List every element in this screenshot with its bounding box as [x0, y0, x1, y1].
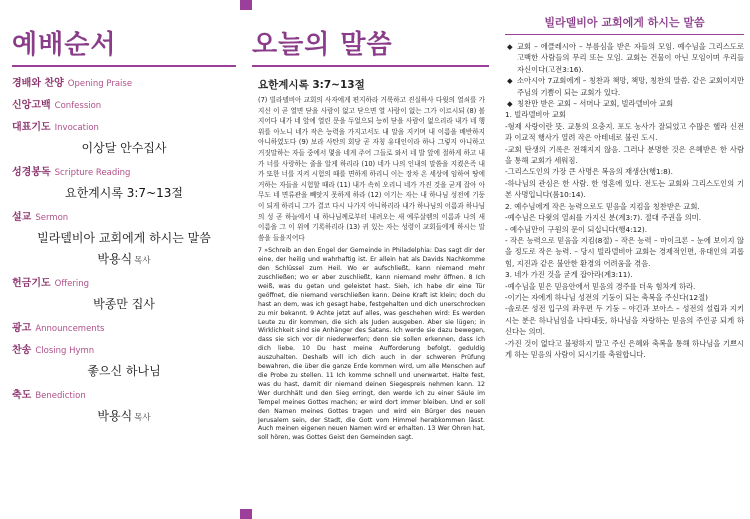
- order-item-benediction: [12, 389, 236, 424]
- item-en: Scripture Reading: [54, 168, 131, 178]
- scripture-reference: 요한계시록 3:7~13절: [258, 79, 365, 91]
- note-paragraph: -하나님의 관심은 한 사람. 한 영혼에 있다. 전도는 교회와 그리스도인의 기본 사명입니다(롬10:14).: [505, 178, 744, 200]
- item-en: Confession: [54, 101, 102, 111]
- item-ko: 경배와 찬양: [12, 78, 64, 89]
- sermon-title: 빌라델비아 교회에게 하시는 말씀: [544, 16, 705, 29]
- diamond-bullet-icon: ◆: [507, 76, 513, 86]
- note-paragraph: -그리스도인의 가장 큰 사명은 복음의 재생산(행1:8).: [505, 167, 673, 177]
- note-paragraph: -가진 것이 없다고 불평하지 말고 주신 은혜와 축복을 통해 하나님을 기쁘시게 하는 믿음의 사람이 되시기를 축원합니다.: [505, 338, 744, 359]
- item-ko: 광고: [12, 323, 32, 334]
- note-paragraph: - 예수님만이 구원의 문이 되십니다(행4:12).: [505, 224, 648, 234]
- title-divider: [252, 65, 489, 67]
- item-en: Offering: [54, 279, 90, 289]
- todays-word-panel: [246, 0, 495, 519]
- item-en: Closing Hymn: [35, 346, 95, 356]
- bullet-item: ◆ 칭찬만 받은 교회 – 서머나 교회, 빌라델비아 교회: [507, 99, 674, 109]
- item-detail: 빌라델비아 교회에게 하시는 말씀: [37, 231, 211, 245]
- item-en: Sermon: [35, 213, 69, 223]
- preacher-name: 박용식: [97, 252, 133, 266]
- german-scripture: 7 »Schreib an den Engel der Gemeinde in Philadelphia: Das sagt dir der eine, der heilig und wahrhaftig ist. Er allein hat als Davids Nachkomme den Schlüssel zum Heil. Wo er aufschließt, kann niemand mehr zuschließen; wo er aber zuschließt, kann niemand mehr öffnen. 8 Ich weiß, was du getan und geleistet hast. Sieh, ich habe dir eine Tür geöffnet, die niemand verschließen kann. Deine Kraft ist klein; doch du hast an dem, was ich gesagt habe, festgehalten und dich unerschrocken zu mir bekannt. 9 Achte jetzt auf alles, was geschehen wird: Es werden Leute zu dir kommen, die sich als Juden ausgeben. Aber sie lügen; in Wirklichkeit sind sie Anhänger des Satans. Ich werde sie dazu bewegen, dass sie sich vor dir niederwerfen; denn sie sollen erkennen, dass ich dich liebe. 10 Du hast meine Aufforderung befolgt, geduldig auszuhalten. Deshalb will ich dich auch in der schweren Prüfung bewahren, die über die ganze Erde kommen wird, um alle Menschen auf die Probe zu stellen. 11 Ich komme schnell und unerwartet. Halte fest, was du hast, damit dir niemand deinen Siegespreis nehmen kann. 12 Wer durchhält und den Sieg erringt, den werde ich zu einer Säule im Tempel meines Gottes machen; er wird dort immer bleiben. Und er soll den Namen meines Gottes tragen und wird ein Bürger des neuen Jerusalem sein, der Stadt, die Gott vom Himmel herabkommen lässt. Auch meinen eigenen neuen Namen wird er erhalten. 13 Wer Ohren hat, soll hören, was Gottes Geist den Gemeinden sagt.: [258, 247, 485, 442]
- note-paragraph: -교회 탄생의 기록은 전해지지 않음. 그러나 분명한 것은 은혜받은 한 사람을 통해 교회가 세워짐.: [505, 144, 744, 166]
- title-divider: [505, 34, 744, 35]
- item-ko: 축도: [12, 390, 32, 401]
- item-ko: 성경봉독: [12, 167, 51, 178]
- item-en: Opening Praise: [67, 79, 133, 89]
- item-en: Invocation: [54, 123, 99, 133]
- item-detail: 박종만 집사: [93, 297, 155, 311]
- note-paragraph: -이기는 자에게 하나님 성전의 기둥이 되는 축복을 주신다(12절): [505, 292, 709, 302]
- item-ko: 헌금기도: [12, 278, 51, 289]
- item-detail: 요한계시록 3:7~13절: [64, 186, 183, 200]
- minister-name: 박용식: [97, 409, 133, 423]
- bullet-item: ◆ 소아시아 7교회에게 – 칭찬과 책망, 책망, 칭찬의 말씀. 같은 교회이지만 주님의 기쁨이 되는 교회가 있다.: [507, 76, 744, 97]
- diamond-bullet-icon: ◆: [507, 42, 513, 51]
- preacher-role: 목사: [134, 256, 151, 266]
- bullet-item: ◆ 교회 – 에클레시아 – 부름심을 받은 자들의 모임. 예수님을 그리스도로 고백한 사람들의 무리 또는 모임. 교회는 건물이 아닌 모임이며 우리들 자신이다(고전3:16).: [507, 42, 744, 74]
- worship-order-panel: [0, 0, 246, 519]
- item-detail: 좋으신 하나님: [87, 364, 161, 378]
- item-ko: 찬송: [12, 345, 32, 356]
- sermon-notes-panel: [495, 0, 750, 519]
- order-item-announcements: [12, 322, 236, 336]
- order-item-hymn: [12, 344, 236, 379]
- note-paragraph: 3. 네가 가진 것을 굳게 잡아라(계3:11).: [505, 270, 633, 280]
- korean-scripture: (7) 빌라델비아 교회의 사자에게 편지하라 거룩하고 진실하사 다윗의 열쇠를 가지신 이 곧 열면 닫을 사람이 없고 닫으면 열 사람이 없는 그가 이르시되 (8) 볼지어다 내가 네 앞에 열린 문을 두었으되 능히 닫을 사람이 없으리라 내가 네 행위를 아노니 네가 작은 능력을 가지고서도 내 말을 지키며 내 이름을 배반하지 아니하였도다 (9) 보라 사탄의 회당 곧 자칭 유대인이라 하나 그렇지 아니하고 거짓말하는 자들 중에서 몇을 네게 주어 그들로 와서 네 발 앞에 절하게 하고 내가 너를 사랑하는 줄을 알게 하리라 (10) 네가 나의 인내의 말씀을 지켰은즉 내가 또한 너를 지켜 시험의 때를 면하게 하리니 이는 장차 온 세상에 임하여 땅에 거하는 자들을 시험할 때라 (11) 내가 속히 오리니 네가 가진 것을 굳게 잡아 아무도 네 면류관을 빼앗지 못하게 하라 (12) 이기는 자는 내 하나님 성전에 기둥이 되게 하리니 그가 결코 다시 나가지 아니하리라 내가 하나님의 이름과 하나님의 성 곧 하늘에서 내 하나님께로부터 내려오는 새 예루살렘의 이름과 나의 새 이름을 그 이 위에 기록하리라 (13) 귀 있는 자는 성령이 교회들에게 하시는 말씀을 들을지어다: [258, 96, 485, 242]
- note-paragraph: 1. 빌라델비아 교회: [505, 110, 566, 120]
- order-item-confession: [12, 99, 236, 113]
- note-paragraph: 2. 예수님에게 작은 능력으로도 믿음을 지킴을 칭찬받은 교회.: [505, 201, 700, 211]
- title-divider: [12, 65, 236, 67]
- item-detail: 이상달 안수집사: [81, 141, 167, 155]
- order-item-praise: [12, 77, 236, 91]
- note-paragraph: -예수님은 다윗의 열쇠를 가지신 분(계3:7). 절대 주권을 의미.: [505, 213, 702, 223]
- worship-order-title: 예배순서: [12, 30, 117, 60]
- order-item-scripture: [12, 166, 236, 201]
- item-ko: 신앙고백: [12, 100, 51, 111]
- item-ko: 대표기도: [12, 122, 51, 133]
- note-paragraph: -예수님을 믿은 믿음안에서 믿음의 경주를 더욱 힘차게 하라.: [505, 281, 696, 291]
- minister-role: 목사: [134, 413, 151, 423]
- todays-word-title: 오늘의 말씀: [252, 30, 393, 60]
- item-en: Announcements: [35, 324, 105, 334]
- note-paragraph: -솔로몬 성전 입구의 좌우편 두 기둥 – 야긴과 보아스 – 성전의 설립과 지키시는 분은 하나님임을 나타내듯, 하나님을 자랑하는 믿음의 주인공 되게 하신다는 의미.: [505, 304, 744, 337]
- item-ko: 설교: [12, 212, 32, 223]
- note-paragraph: - 작은 능력으로 믿음을 지킴(8절) – 작은 능력 – 마이크론 – 눈에 보이지 않을 정도로 작은 능력. – 당시 빌라델비아 교회는 경제적인면, 유대인의 괴롭힘, 지진과 같은 불안한 환경의 어려움을 겪음.: [505, 235, 744, 268]
- order-item-invocation: [12, 121, 236, 156]
- diamond-bullet-icon: ◆: [507, 99, 513, 109]
- item-en: Benediction: [35, 391, 86, 401]
- note-paragraph: -형제 사랑이란 뜻. 교통의 요충지. 포도 농사가 잘되었고 수많은 헬라 신전과 이교적 행사가 열려 작은 아테네로 불린 도시.: [505, 121, 744, 143]
- order-item-sermon: [12, 211, 236, 267]
- order-item-offering: [12, 277, 236, 312]
